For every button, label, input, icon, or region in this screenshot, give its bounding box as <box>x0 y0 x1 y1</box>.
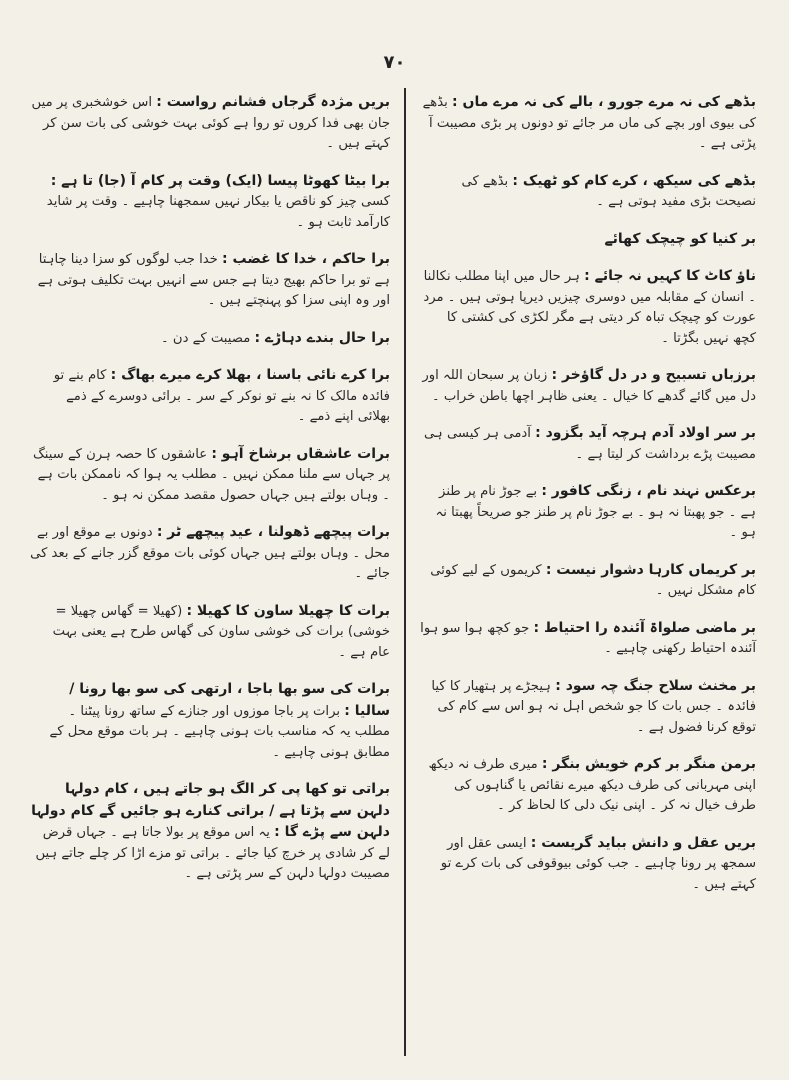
column-divider <box>404 88 406 1056</box>
proverb-entry <box>30 779 390 885</box>
proverb-meaning: ہر حال میں اپنا مطلب نکالنا ۔ انسان کے مقابلہ میں دوسری چیزیں دیرپا ہوتی ہیں ۔ مرد عورت کو چیچک تباہ کر دیتی ہے مگر لکڑی کی کشتی کا کچھ نہیں بگڑتا ۔ <box>423 269 756 346</box>
proverb-heading: بڈھے کی سیکھ ، کرے کام کو ٹھیک : <box>512 172 756 189</box>
page-number: ۷۰ <box>383 52 406 73</box>
proverb-meaning: ہیجڑے پر ہتھیار کا کیا فائدہ ۔ جس بات کا جو شخص اہل نہ ہو اس سے کام کی توقع کرنا فضول ہے ۔ <box>431 678 756 735</box>
proverb-heading: برزباں تسبیح و در دل گاؤخر : <box>551 367 756 383</box>
proverb-meaning: کسی چیز کو ناقص یا بیکار نہیں سمجھنا چاہیے ۔ وقت پر شاید کارآمد ثابت ہو ۔ <box>46 194 390 230</box>
proverb-entry <box>420 618 756 660</box>
proverb-meaning: خدا جب لوگوں کو سزا دینا چاہتا ہے تو برا حاکم بھیج دیتا ہے جس سے انہیں بہت تکلیف ہوتی ہے اور وہ اپنی سزا کو پہنچتے ہیں ۔ <box>37 252 390 308</box>
proverb-entry <box>420 171 756 213</box>
proverb-entry <box>30 92 390 155</box>
proverb-heading: برا حاکم ، خدا کا غضب : <box>222 251 390 267</box>
proverb-meaning: دونوں بے موقع اور بے محل ۔ وہاں بولتے ہیں جہاں کوئی بات موقع گزر جانے کے بعد کی جائے ۔ <box>30 525 390 581</box>
proverb-entry <box>420 833 756 896</box>
proverb-entry <box>30 328 390 350</box>
proverb-meaning: اس خوشخبری پر میں جان بھی فدا کروں تو روا ہے کوئی بہت خوشی کی بات سن کر کہتے ہیں ۔ <box>31 95 390 151</box>
proverb-entry <box>420 423 756 465</box>
proverb-meaning: (کھیلا = گھاس چھیلا = خوشی) برات کی خوشی ساون کی گھاس طرح ہے یعنی بہت عام ہے ۔ <box>52 603 390 660</box>
proverb-meaning: جو کچھ ہوا سو ہوا آئندہ احتیاط رکھنی چاہیے ۔ <box>420 620 756 656</box>
proverb-meaning: آدمی ہر کیسی ہی مصیبت پڑے برداشت کر لیتا ہے ۔ <box>424 426 756 462</box>
proverb-heading: برات پیچھے ڈھولنا ، عید پیچھے ٹر : <box>156 524 390 540</box>
proverb-entry <box>420 229 756 251</box>
proverb-heading: بر مخنث سلاح جنگ چہ سود : <box>555 677 756 694</box>
proverb-meaning: بے جوڑ نام پر طنز ہے ۔ جو پھبتا نہ ہو ۔ بے جوڑ نام پر طنز جو صریحاً پھبتا نہ ہو ۔ <box>435 484 756 540</box>
proverb-entry <box>30 522 390 585</box>
proverb-heading: برات کا چھیلا ساون کا کھیلا : <box>186 602 390 619</box>
proverb-heading: برا بیٹا کھوٹا پیسا (ایک) وقت پر کام آ (جا) تا ہے : <box>50 172 390 189</box>
proverb-entry <box>30 444 390 507</box>
proverb-heading: بریں مژدہ گرجاں فشانم رواست : <box>156 94 390 110</box>
proverb-entry <box>30 171 390 234</box>
proverb-meaning: عاشقوں کا حصہ ہرن کے سینگ پر جہاں سے ملنا ممکن نہیں ۔ مطلب یہ ہوا کہ ناممکن بات ہے ۔ وہاں بولتے ہیں جہاں حصول مقصد ممکن نہ ہو ۔ <box>32 446 390 503</box>
proverb-meaning: بڈھے کی بیوی اور بچے کی ماں مر جائے تو دونوں پر بڑی مصیبت آ پڑتی ہے ۔ <box>422 95 756 151</box>
proverb-heading: بر کنیا کو چیچک کھائے <box>604 230 756 247</box>
proverb-heading: برعکس نہند نام ، زنگی کافور : <box>541 483 756 499</box>
proverb-heading: برات عاشقاں برشاخ آہو : <box>211 445 390 462</box>
proverb-entry <box>420 560 756 602</box>
proverb-entry <box>30 249 390 312</box>
proverb-heading: برات کی سو بھا باجا ، ارتھی کی سو بھا رونا / سالیا : <box>69 681 390 719</box>
proverb-entry <box>420 365 756 407</box>
proverb-entry <box>420 92 756 155</box>
proverb-entry <box>420 754 756 817</box>
proverb-entry <box>420 481 756 544</box>
proverb-heading: بریں عقل و دانش بباید گریست : <box>530 834 756 851</box>
proverb-heading: برمن منگر بر کرم خویش بنگر : <box>541 756 756 772</box>
proverb-meaning: میری طرف نہ دیکھ اپنی مہربانی کی طرف دیکھ میرے نقائص یا گناہوں کی طرف خیال نہ کر ۔ اپنی نیک دلی کا لحاظ کر ۔ <box>428 757 756 813</box>
proverb-heading: بر ماضی صلواۃ آئندہ را احتیاط : <box>533 619 756 636</box>
proverb-heading: برا کرے نائی باسنا ، بھلا کرے میرے بھاگ : <box>110 367 390 383</box>
proverb-entry <box>30 365 390 428</box>
proverb-meaning: کام بنے تو فائدہ مالک کا نہ بنے تو نوکر کے سر ۔ برائی دوسرے کے ذمے بھلائی اپنے ذمے ۔ <box>53 368 390 424</box>
proverb-entry <box>30 601 390 664</box>
proverb-meaning: ایسی عقل اور سمجھ پر رونا چاہیے ۔ جب کوئی بیوقوفی کی بات کرے تو کہتے ہیں ۔ <box>440 835 756 892</box>
proverb-meaning: بڈھے کی نصیحت بڑی مفید ہوتی ہے ۔ <box>461 173 756 209</box>
right-column <box>420 92 756 911</box>
proverb-heading: بڈھے کی نہ مرے جورو ، بالے کی نہ مرے ماں : <box>452 94 756 110</box>
proverb-heading: برا حال بندے دہاڑے : <box>254 329 390 346</box>
proverb-meaning: برات پر باجا موزوں اور جنازے کے ساتھ رونا پیٹنا ۔ مطلب یہ کہ مناسب بات ہونی چاہیے ۔ ہر بات موقع محل کے مطابق ہونی چاہیے ۔ <box>49 703 390 760</box>
proverb-heading: براتی تو کھا پی کر الگ ہو جاتے ہیں ، کام دولہا دلہن سے پڑتا ہے / براتی کنارے ہو جائیں گے کام دولہا دلہن سے پڑے گا : <box>31 781 390 840</box>
left-column <box>30 92 390 901</box>
proverb-entry <box>30 679 390 763</box>
proverb-meaning: زبان پر سبحان اللہ اور دل میں گائے گدھے کا خیال ۔ یعنی ظاہر اچھا باطن خراب ۔ <box>422 368 756 404</box>
proverb-meaning: مصیبت کے دن ۔ <box>160 330 251 346</box>
proverb-heading: بر کریماں کارہا دشوار نیست : <box>545 561 756 578</box>
proverb-meaning: یہ اس موقع پر بولا جاتا ہے ۔ جہاں قرض لے کر شادی پر خرچ کیا جائے ۔ براتی تو مزے اڑا کر چلے جاتے ہیں مصیبت دولہا دلہن کے سر پڑتی ہے ۔ <box>35 825 390 881</box>
proverb-meaning: کریموں کے لیے کوئی کام مشکل نہیں ۔ <box>430 562 756 598</box>
proverb-heading: ناؤ کاٹ کا کہیں نہ جائے : <box>584 268 756 284</box>
proverb-heading: بر سر اولاد آدم ہرچہ آید بگزود : <box>535 425 756 441</box>
proverb-entry <box>420 266 756 349</box>
proverb-entry <box>420 676 756 739</box>
